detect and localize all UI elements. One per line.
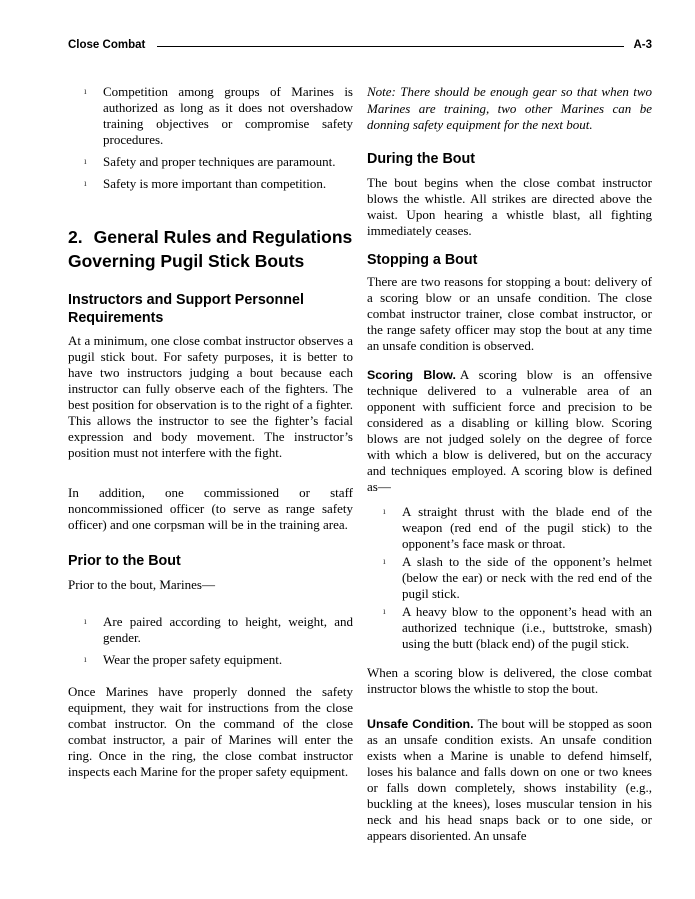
- list-item: [68, 652, 353, 668]
- paragraph-scoring-blow: [367, 367, 652, 495]
- subsection-heading-during-bout: During the Bout: [367, 150, 476, 167]
- list-item: [367, 504, 652, 552]
- paragraph: There are two reasons for stopping a bout: delivery of a scoring blow or an unsafe condition. The close combat instructor trainer, close combat instructor, or the range safety officer may stop the bout at any time an unsafe condition is observed.: [367, 273, 652, 353]
- scoring-bullet-list: [367, 504, 652, 652]
- list-item-text: Safety is more important than competition.: [103, 176, 327, 191]
- list-item-text: Safety and proper techniques are paramount.: [103, 154, 336, 169]
- runin-heading-unsafe-condition: Unsafe Condition.: [367, 716, 474, 731]
- list-item-text: A straight thrust with the blade end of the weapon (red end of the pugil stick) to the opponent’s face mask or throat.: [402, 503, 652, 551]
- prior-bullet-list: [68, 614, 353, 668]
- paragraph-text: The bout will be stopped as soon as an unsafe condition exists. An unsafe condition exists when a Marine is unable to defend himself, loses his balance and falls down on one or two knees or falls down completely, shows instability (e.g., buckling at the knees), loses muscular tension in his neck and his head snaps back or to one side, or appears disoriented. An unsafe: [367, 715, 652, 843]
- paragraph: Once Marines have properly donned the safety equipment, they wait for instructions from the close combat instructor. On the command of the close combat instructor, a pair of Marines will enter the ring. Once in the ring, the close combat instructor inspects each Marine for the proper safety equipment.: [68, 684, 353, 779]
- paragraph: When a scoring blow is delivered, the close combat instructor blows the whistle to stop the bout.: [367, 664, 652, 696]
- section-number: 2.: [68, 227, 83, 247]
- subsection-heading-instructors: Instructors and Support Personnel Requirements: [68, 292, 304, 326]
- list-item-text: A heavy blow to the opponent’s head with an authorized technique (i.e., buttstroke, smash) using the butt (black end) of the pugil stick.: [402, 603, 652, 651]
- paragraph-unsafe-condition: [367, 716, 652, 844]
- bullet-icon: ı: [383, 556, 386, 567]
- paragraph: In addition, one commissioned or staff noncommissioned officer (to serve as range safety officer) and one corpsman will be in the training area.: [68, 485, 353, 532]
- page-header: [68, 39, 652, 52]
- page-number: A-3: [633, 39, 652, 51]
- intro-bullet-list: [68, 84, 353, 192]
- column-right: [367, 84, 652, 844]
- bullet-icon: ı: [383, 506, 386, 517]
- header-rule: [157, 46, 624, 47]
- section-heading: [68, 225, 353, 273]
- list-item: [367, 604, 652, 652]
- subsection-heading-stopping-bout: Stopping a Bout: [367, 251, 478, 268]
- paragraph: The bout begins when the close combat instructor blows the whistle. All strikes are directed above the waist. Upon hearing a whistle blast, all fighting immediately ceases.: [367, 174, 652, 238]
- list-item-text: Are paired according to height, weight, and gender.: [103, 614, 353, 645]
- list-item: [68, 614, 353, 646]
- bullet-icon: ı: [84, 655, 87, 665]
- bullet-icon: ı: [84, 87, 87, 97]
- bullet-icon: ı: [84, 157, 87, 167]
- paragraph: At a minimum, one close combat instructor observes a pugil stick bout. For safety purposes, it is better to have two instructors judging a bout because each instructor can fully observe each of the fighters. The best position for observation is to the right of a fighter. This allows the instructor to see the fighter’s facial expression and body movement. The instructor’s position must not interfere with the fight.: [68, 333, 353, 460]
- list-item: [68, 84, 353, 148]
- bullet-icon: ı: [84, 617, 87, 627]
- list-item-text: Wear the proper safety equipment.: [103, 652, 283, 667]
- two-column-layout: [68, 84, 652, 844]
- list-item: [68, 154, 353, 170]
- header-title: Close Combat: [68, 39, 146, 51]
- list-item: [68, 176, 353, 192]
- section-title: General Rules and Regulations Governing Pugil Stick Bouts: [68, 227, 353, 271]
- bullet-icon: ı: [84, 179, 87, 189]
- bullet-icon: ı: [383, 606, 386, 617]
- paragraph-text: A scoring blow is an offensive technique delivered to a vulnerable area of an opponent with sufficient force and precision to be considered as a disabling or killing blow. Scoring blows are not judged solely on the degree of force with which a blow is delivered, but on the accuracy and techniques employed. A scoring blow is defined as—: [367, 366, 652, 494]
- note-paragraph: Note: There should be enough gear so that when two Marines are training, two other Marines can be donning safety equipment for the next bout.: [367, 84, 652, 132]
- list-item-text: Competition among groups of Marines is authorized as long as it does not overshadow training objectives or compromise safety procedures.: [103, 84, 353, 147]
- paragraph: Prior to the bout, Marines—: [68, 577, 215, 592]
- list-item-text: A slash to the side of the opponent’s helmet (below the ear) or neck with the red end of the pugil stick.: [402, 553, 652, 601]
- subsection-heading-prior-to-bout: Prior to the Bout: [68, 553, 181, 569]
- list-item: [367, 554, 652, 602]
- runin-heading-scoring-blow: Scoring Blow.: [367, 367, 456, 382]
- column-left: [68, 84, 353, 844]
